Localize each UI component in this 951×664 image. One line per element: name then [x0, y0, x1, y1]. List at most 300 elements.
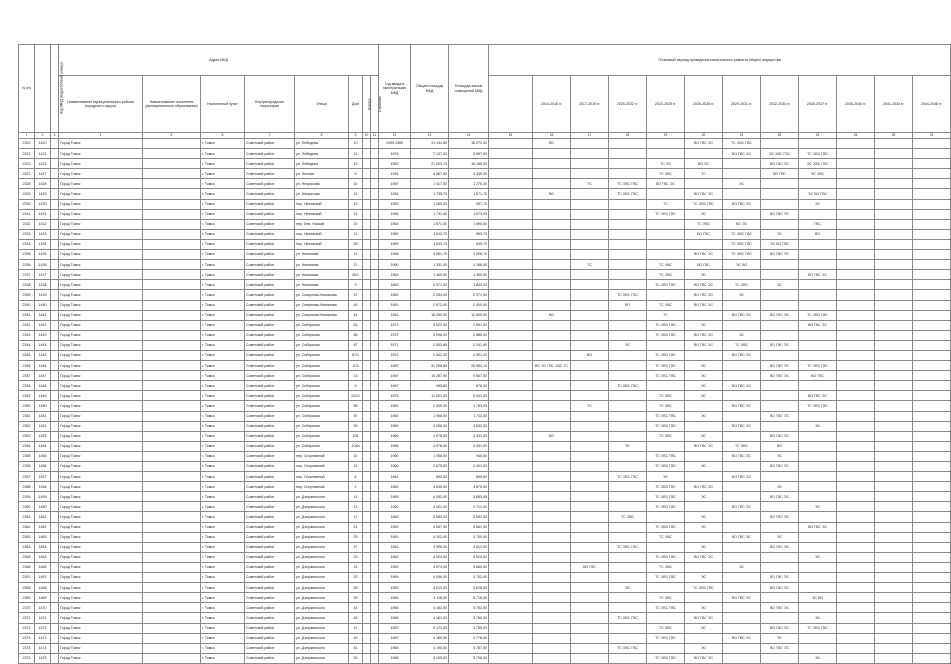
cell-repair-work	[533, 482, 571, 492]
cell-repair-work	[533, 542, 571, 552]
cell-settlement	[143, 643, 201, 653]
cell-settlement	[143, 593, 201, 603]
cell-repair-work: ВО ГВС ЭС	[685, 290, 723, 300]
cell-repair-work: ТС ХВС ГВС	[647, 361, 685, 371]
cell-locality: г. Томск	[201, 512, 245, 522]
cell-korpus	[363, 411, 371, 421]
cell-repair-work	[571, 330, 609, 340]
cell-repair-work: ВО ГВС ЭС	[685, 300, 723, 310]
table-row	[19, 250, 951, 260]
cell-house: 63	[349, 320, 363, 330]
cell-area-residential: 2 341,90	[449, 340, 489, 350]
cell-repair-work	[609, 229, 647, 239]
column-number: 18	[609, 133, 647, 139]
cell-blank	[51, 209, 59, 219]
cell-area: 16 090,00	[411, 310, 449, 320]
cell-municipality: Город Томск	[59, 280, 143, 290]
cell-number: 2327	[19, 169, 35, 179]
cell-number: 2351	[19, 411, 35, 421]
cell-area-residential: 1 350,00	[449, 270, 489, 280]
cell-repair-work: ТС	[685, 169, 723, 179]
cell-locality: г. Томск	[201, 462, 245, 472]
cell-repair-work	[533, 653, 571, 663]
cell-house-id: 1439	[35, 290, 51, 300]
cell-street: ул. Некрасова	[295, 179, 349, 189]
column-number: 10	[363, 133, 371, 139]
cell-repair-work	[913, 310, 951, 320]
cell-repair-work: ВО ГВС ЭС	[723, 532, 761, 542]
cell-repair-work	[913, 593, 951, 603]
cell-house: 87	[349, 340, 363, 350]
cell-repair-work	[685, 451, 723, 461]
cell-area-residential: 3 620,00	[449, 552, 489, 562]
cell-area: 1 058,00	[411, 451, 449, 461]
cell-repair-work	[913, 361, 951, 371]
column-number: 20	[685, 133, 723, 139]
cell-number: 2342	[19, 320, 35, 330]
cell-repair-work: ВО ГВС	[685, 260, 723, 270]
cell-repair-work: ТС ХВС ГВС	[647, 209, 685, 219]
table-row	[19, 300, 951, 310]
cell-locality: г. Томск	[201, 603, 245, 613]
cell-repair-work	[913, 603, 951, 613]
cell-repair-work	[533, 633, 571, 643]
cell-repair-work	[875, 310, 913, 320]
cell-blank	[51, 603, 59, 613]
cell-blank	[51, 250, 59, 260]
cell-repair-work	[609, 411, 647, 421]
cell-municipality: Город Томск	[59, 260, 143, 270]
cell-repair-work	[723, 552, 761, 562]
cell-area: 4 081,70	[411, 250, 449, 260]
cell-repair-work	[837, 361, 875, 371]
cell-korpus	[363, 633, 371, 643]
cell-house: 51	[349, 643, 363, 653]
cell-repair-work	[761, 290, 799, 300]
cell-settlement	[143, 290, 201, 300]
cell-locality: г. Томск	[201, 260, 245, 270]
cell-repair-work	[799, 250, 837, 260]
cell-korpus	[363, 401, 371, 411]
cell-repair-work	[723, 603, 761, 613]
table-row	[19, 260, 951, 270]
cell-repair-work	[875, 361, 913, 371]
cell-repair-work	[837, 532, 875, 542]
header-number: N п/п	[19, 45, 35, 133]
cell-settlement	[143, 219, 201, 229]
cell-repair-work	[761, 179, 799, 189]
cell-blank	[51, 139, 59, 149]
cell-repair-work	[837, 623, 875, 633]
cell-repair-work: ТС ХВС ГВС	[609, 290, 647, 300]
cell-repair-work	[571, 391, 609, 401]
cell-house: 49	[349, 633, 363, 643]
cell-street: ул. Сибирская	[295, 361, 349, 371]
cell-repair-work	[533, 179, 571, 189]
cell-repair-work	[837, 229, 875, 239]
cell-repair-work	[761, 139, 799, 149]
cell-repair-work	[571, 492, 609, 502]
cell-repair-work	[761, 421, 799, 431]
cell-house-id: 1433	[35, 229, 51, 239]
cell-repair-work	[723, 482, 761, 492]
cell-locality: г. Томск	[201, 472, 245, 482]
cell-area: 2 071,00	[411, 280, 449, 290]
cell-repair-work	[723, 300, 761, 310]
cell-repair-work	[533, 552, 571, 562]
cell-repair-work	[571, 441, 609, 451]
cell-year: 1987	[379, 361, 411, 371]
cell-plan-blank	[489, 613, 533, 623]
cell-blank	[51, 462, 59, 472]
cell-year: 1957	[379, 179, 411, 189]
cell-settlement	[143, 542, 201, 552]
cell-repair-work: ВО ГВС ЭС	[761, 542, 799, 552]
cell-territory: Советский район	[245, 482, 295, 492]
cell-repair-work	[533, 330, 571, 340]
cell-repair-work: ТС ХВС	[647, 623, 685, 633]
cell-repair-work	[533, 472, 571, 482]
table-row	[19, 320, 951, 330]
header-period: 2017-2019 гг.	[571, 76, 609, 133]
cell-area-residential: 2 400,00	[449, 300, 489, 310]
cell-street: ул. Сибирская	[295, 391, 349, 401]
cell-repair-work	[685, 310, 723, 320]
cell-repair-work: ВО ГВС ЭС	[685, 330, 723, 340]
cell-plan-blank	[489, 492, 533, 502]
cell-plan-blank	[489, 280, 533, 290]
cell-building	[371, 199, 379, 209]
table-row	[19, 593, 951, 603]
cell-repair-work	[837, 562, 875, 572]
cell-repair-work	[837, 603, 875, 613]
cell-year: 1972	[379, 330, 411, 340]
cell-house-id: 1444	[35, 340, 51, 350]
cell-repair-work: ТС ХВС ГВС	[647, 371, 685, 381]
cell-municipality: Город Томск	[59, 462, 143, 472]
cell-building	[371, 482, 379, 492]
cell-repair-work: ТС ХВС ГВС	[647, 482, 685, 492]
cell-street: пер. Спортивный	[295, 482, 349, 492]
cell-repair-work	[875, 492, 913, 502]
cell-building	[371, 239, 379, 249]
cell-repair-work: ВО ГВС ЭС	[685, 552, 723, 562]
cell-area: 1 465,00	[411, 270, 449, 280]
cell-repair-work	[723, 492, 761, 502]
cell-repair-work	[571, 421, 609, 431]
cell-street: ул. Дзержинского	[295, 512, 349, 522]
cell-repair-work: ТС ХВС ГВС	[799, 310, 837, 320]
cell-repair-work	[837, 179, 875, 189]
cell-year: 1961	[379, 472, 411, 482]
cell-repair-work: ВО ГВС ЭС	[723, 421, 761, 431]
cell-repair-work	[875, 643, 913, 653]
cell-plan-blank	[489, 573, 533, 583]
cell-repair-work	[723, 653, 761, 663]
cell-locality: г. Томск	[201, 391, 245, 401]
cell-repair-work	[875, 280, 913, 290]
cell-repair-work: ТС ХВС	[647, 300, 685, 310]
cell-korpus	[363, 229, 371, 239]
cell-year: 1957	[379, 381, 411, 391]
cell-repair-work	[913, 653, 951, 663]
cell-year: 1963	[379, 583, 411, 593]
cell-area-residential: 3 632,00	[449, 421, 489, 431]
cell-area-residential: 4 431,00	[449, 441, 489, 451]
cell-area-residential: 16 272,00	[449, 139, 489, 149]
cell-territory: Советский район	[245, 633, 295, 643]
cell-area: 1 065,00	[411, 199, 449, 209]
cell-number: 2356	[19, 462, 35, 472]
column-number: 21	[723, 133, 761, 139]
cell-settlement	[143, 482, 201, 492]
cell-street: ул. Смирнова-Нахимова	[295, 310, 349, 320]
cell-korpus	[363, 593, 371, 603]
cell-settlement	[143, 583, 201, 593]
cell-repair-work: ВО ГВС ЭС	[761, 411, 799, 421]
cell-korpus	[363, 492, 371, 502]
cell-year: 1967	[379, 623, 411, 633]
cell-repair-work	[837, 350, 875, 360]
cell-repair-work	[609, 431, 647, 441]
cell-municipality: Город Томск	[59, 482, 143, 492]
cell-repair-work	[647, 542, 685, 552]
cell-settlement	[143, 381, 201, 391]
cell-repair-work: ЭС	[723, 562, 761, 572]
cell-blank	[51, 613, 59, 623]
cell-house-id: 1472	[35, 623, 51, 633]
cell-repair-work: ВО ГВС ЭС	[723, 593, 761, 603]
cell-repair-work	[875, 219, 913, 229]
cell-repair-work	[609, 149, 647, 159]
table-row	[19, 552, 951, 562]
cell-locality: г. Томск	[201, 219, 245, 229]
cell-settlement	[143, 239, 201, 249]
cell-repair-work	[723, 512, 761, 522]
cell-territory: Советский район	[245, 371, 295, 381]
cell-municipality: Город Томск	[59, 441, 143, 451]
cell-number: 2343	[19, 330, 35, 340]
cell-plan-blank	[489, 502, 533, 512]
cell-repair-work	[799, 603, 837, 613]
cell-plan-blank	[489, 139, 533, 149]
cell-repair-work: ЭС	[685, 270, 723, 280]
cell-locality: г. Томск	[201, 310, 245, 320]
cell-plan-blank	[489, 149, 533, 159]
cell-area-residential: 3 778,00	[449, 633, 489, 643]
cell-house-id: 1448	[35, 381, 51, 391]
cell-municipality: Город Томск	[59, 593, 143, 603]
cell-repair-work	[799, 492, 837, 502]
cell-number: 2348	[19, 381, 35, 391]
cell-repair-work	[913, 633, 951, 643]
cell-repair-work: ТС ХВС ГВС	[723, 239, 761, 249]
cell-locality: г. Томск	[201, 552, 245, 562]
cell-area-residential: 3 675,00	[449, 482, 489, 492]
cell-plan-blank	[489, 603, 533, 613]
table-row	[19, 522, 951, 532]
cell-territory: Советский район	[245, 219, 295, 229]
cell-locality: г. Томск	[201, 350, 245, 360]
cell-korpus	[363, 583, 371, 593]
cell-area: 4 978,00	[411, 441, 449, 451]
cell-repair-work: ТС ХВС ГВС	[799, 623, 837, 633]
cell-repair-work	[913, 149, 951, 159]
cell-korpus	[363, 371, 371, 381]
cell-settlement	[143, 189, 201, 199]
cell-street: ул. Дзержинского	[295, 623, 349, 633]
cell-repair-work: ЭС	[799, 421, 837, 431]
cell-repair-work	[875, 209, 913, 219]
cell-repair-work	[837, 320, 875, 330]
cell-year: 1954	[379, 189, 411, 199]
cell-area-residential: 3 752,00	[449, 603, 489, 613]
cell-repair-work	[837, 411, 875, 421]
cell-locality: г. Томск	[201, 633, 245, 643]
table-row	[19, 643, 951, 653]
cell-area-residential: 876,00	[449, 381, 489, 391]
cell-repair-work: ВО ГВС ЭС	[723, 350, 761, 360]
cell-house: 13	[349, 502, 363, 512]
cell-repair-work: ТС ХВС ГВС	[647, 603, 685, 613]
cell-settlement	[143, 522, 201, 532]
cell-municipality: Город Томск	[59, 179, 143, 189]
cell-repair-work	[875, 441, 913, 451]
cell-territory: Советский район	[245, 522, 295, 532]
cell-plan-blank	[489, 482, 533, 492]
cell-repair-work	[609, 492, 647, 502]
cell-plan-blank	[489, 593, 533, 603]
cell-repair-work: ВО ГВС ЭС	[799, 391, 837, 401]
cell-house: 9	[349, 169, 363, 179]
table-row	[19, 573, 951, 583]
cell-locality: г. Томск	[201, 290, 245, 300]
header-period: 2035-2037 гг.	[799, 76, 837, 133]
cell-korpus	[363, 320, 371, 330]
cell-repair-work	[533, 401, 571, 411]
cell-building	[371, 472, 379, 482]
cell-repair-work	[571, 623, 609, 633]
cell-repair-work: ТС ХВС ГВС	[647, 350, 685, 360]
table-row	[19, 492, 951, 502]
cell-korpus	[363, 189, 371, 199]
cell-territory: Советский район	[245, 290, 295, 300]
cell-year: 1953	[379, 199, 411, 209]
cell-repair-work: ВО ГВС ЭС	[685, 250, 723, 260]
cell-locality: г. Томск	[201, 330, 245, 340]
cell-house: 13	[349, 371, 363, 381]
cell-repair-work: ТС ХВС ГВС	[609, 179, 647, 189]
cell-settlement	[143, 451, 201, 461]
cell-repair-work	[571, 431, 609, 441]
cell-house-id: 1465	[35, 552, 51, 562]
cell-blank	[51, 573, 59, 583]
table-row	[19, 441, 951, 451]
cell-building	[371, 280, 379, 290]
cell-year: 1966	[379, 441, 411, 451]
cell-repair-work	[647, 189, 685, 199]
cell-area-residential: 2 885,30	[449, 330, 489, 340]
cell-repair-work	[837, 340, 875, 350]
cell-building	[371, 532, 379, 542]
cell-year: 1964	[379, 219, 411, 229]
cell-repair-work	[761, 391, 799, 401]
cell-repair-work	[875, 229, 913, 239]
cell-settlement	[143, 552, 201, 562]
cell-plan-blank	[489, 159, 533, 169]
cell-repair-work: ЭС	[799, 653, 837, 663]
table-row	[19, 139, 951, 149]
cell-repair-work: ТС ХВС ГВС	[799, 401, 837, 411]
cell-blank	[51, 361, 59, 371]
cell-repair-work	[913, 562, 951, 572]
cell-area-residential: 1 695,00	[449, 219, 489, 229]
cell-repair-work: ТС ХВС ГВС	[647, 421, 685, 431]
cell-street: ул. Смирнова-Нахимова	[295, 300, 349, 310]
cell-building	[371, 492, 379, 502]
cell-settlement	[143, 562, 201, 572]
cell-repair-work: ТС ХВС ГВС	[609, 643, 647, 653]
cell-municipality: Город Томск	[59, 573, 143, 583]
cell-number: 2359	[19, 492, 35, 502]
cell-building	[371, 633, 379, 643]
cell-number: 2368	[19, 583, 35, 593]
cell-repair-work	[571, 613, 609, 623]
cell-korpus	[363, 139, 371, 149]
cell-territory: Советский район	[245, 451, 295, 461]
cell-blank	[51, 431, 59, 441]
cell-settlement	[143, 441, 201, 451]
cell-repair-work	[533, 613, 571, 623]
cell-year: 1962	[379, 411, 411, 421]
cell-repair-work	[609, 350, 647, 360]
cell-year: 1962	[379, 290, 411, 300]
cell-repair-work	[723, 431, 761, 441]
cell-repair-work	[609, 482, 647, 492]
cell-korpus	[363, 209, 371, 219]
header-period: 2023-2025 гг.	[647, 76, 685, 133]
cell-building	[371, 179, 379, 189]
cell-repair-work	[571, 462, 609, 472]
cell-street: пер. Спортивный	[295, 472, 349, 482]
cell-year: 1961	[379, 310, 411, 320]
cell-korpus	[363, 270, 371, 280]
cell-area: 985,80	[411, 381, 449, 391]
cell-repair-work	[571, 603, 609, 613]
cell-repair-work	[913, 350, 951, 360]
cell-repair-work: ТС ХВС	[647, 260, 685, 270]
cell-repair-work	[837, 653, 875, 663]
cell-blank	[51, 522, 59, 532]
cell-repair-work	[761, 522, 799, 532]
cell-repair-work	[875, 381, 913, 391]
cell-repair-work	[533, 391, 571, 401]
cell-repair-work: ВО ГВС ЭС	[761, 431, 799, 441]
cell-repair-work	[799, 340, 837, 350]
cell-repair-work	[913, 522, 951, 532]
cell-korpus	[363, 462, 371, 472]
cell-territory: Советский район	[245, 623, 295, 633]
cell-repair-work: ТС ХВС	[647, 532, 685, 542]
cell-repair-work	[913, 462, 951, 472]
cell-repair-work: ВО ГВС ЭС	[685, 189, 723, 199]
cell-blank	[51, 401, 59, 411]
cell-repair-work	[533, 421, 571, 431]
cell-repair-work	[571, 320, 609, 330]
cell-repair-work	[533, 350, 571, 360]
cell-repair-work	[533, 270, 571, 280]
cell-area-residential: 16 185,30	[449, 159, 489, 169]
